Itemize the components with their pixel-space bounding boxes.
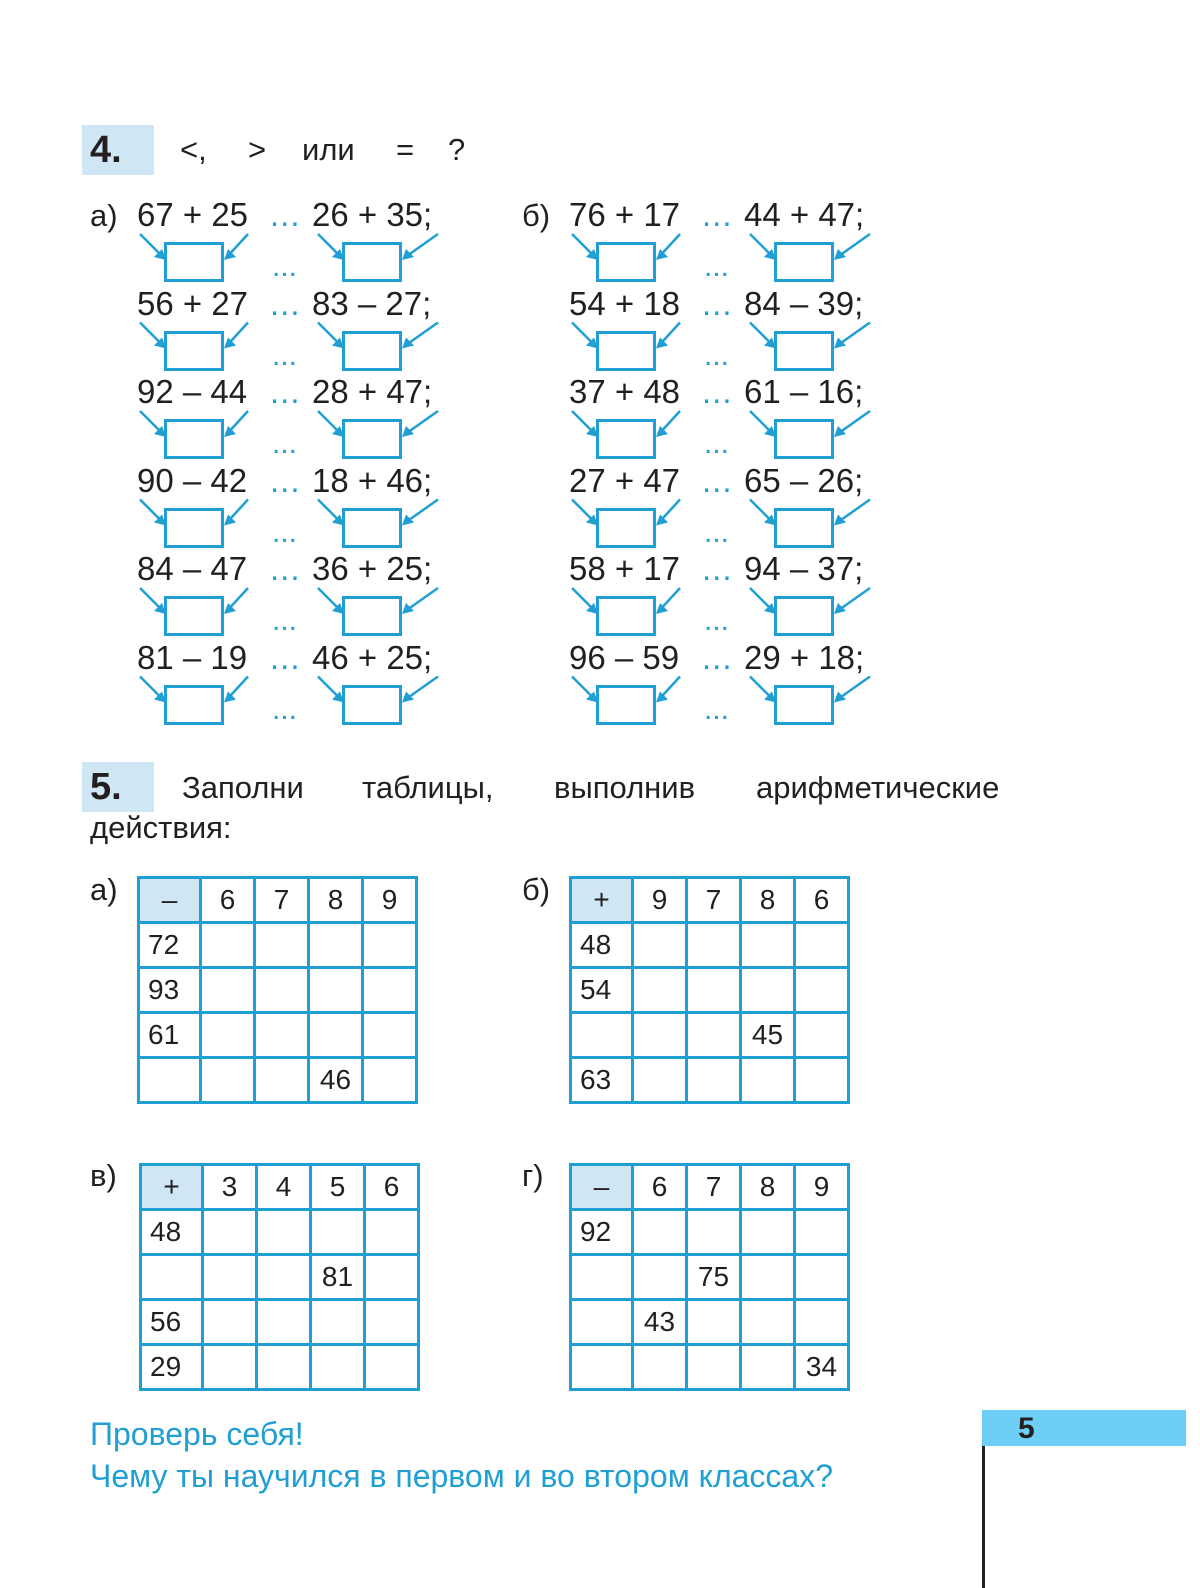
task-5-instruction-line2: действия:	[90, 810, 232, 845]
expression-left: 92 – 44	[137, 373, 248, 410]
column-header-cell: 7	[687, 1165, 741, 1210]
answer-compare-ellipsis: ...	[272, 692, 298, 726]
expression-left: 56 + 27	[137, 284, 249, 322]
compare-ellipsis: ...	[270, 196, 301, 233]
answer-box-left[interactable]	[596, 596, 656, 636]
arrow-line	[226, 411, 248, 435]
arrow-line	[140, 234, 164, 258]
arrow-head	[656, 426, 668, 437]
arrow-line	[658, 234, 680, 258]
expression-left: 76 + 17	[569, 196, 681, 233]
arrow-line	[572, 411, 596, 435]
table-row	[571, 1210, 849, 1255]
answer-box-right[interactable]	[342, 331, 402, 371]
page-number: 5	[1018, 1412, 1035, 1445]
column-header-cell: 9	[633, 878, 687, 923]
answer-cell[interactable]	[365, 1300, 419, 1345]
arrow-line	[572, 234, 596, 258]
table-label: б)	[522, 872, 551, 907]
answer-cell[interactable]	[741, 1210, 795, 1255]
expression-left: 84 – 47	[137, 550, 248, 587]
row-header-cell[interactable]	[571, 1300, 633, 1345]
answer-cell[interactable]	[203, 1255, 257, 1300]
column-header-cell: 4	[257, 1165, 311, 1210]
row-header-cell: 54	[571, 968, 633, 1013]
arrow-line	[750, 323, 774, 347]
given-value-cell: 34	[795, 1345, 849, 1390]
table-row	[571, 923, 849, 968]
column-header-cell: 7	[687, 878, 741, 923]
arrow-line	[836, 677, 870, 701]
answer-cell[interactable]	[311, 1210, 365, 1255]
arrow-head	[656, 338, 668, 349]
answer-cell[interactable]	[309, 923, 363, 968]
table-row	[571, 1300, 849, 1345]
arrow-line	[836, 411, 870, 435]
table-row	[141, 1300, 419, 1345]
answer-box-left[interactable]	[164, 685, 224, 725]
answer-box-left[interactable]	[164, 419, 224, 459]
table-header-row	[571, 878, 849, 923]
arrow-line	[572, 677, 596, 701]
answer-compare-ellipsis: ...	[704, 604, 730, 637]
instruction-word-3: выполнив	[554, 770, 696, 805]
answer-cell[interactable]	[633, 1058, 687, 1103]
answer-cell[interactable]	[687, 1058, 741, 1103]
answer-box-left[interactable]	[164, 508, 224, 548]
arrow-line	[318, 588, 342, 612]
answer-box-left[interactable]	[164, 242, 224, 282]
arrow-head	[656, 692, 668, 703]
answer-box-right[interactable]	[342, 596, 402, 636]
expression-right: 44 + 47;	[744, 196, 865, 233]
compare-ellipsis: ...	[702, 638, 733, 676]
expression-left: 37 + 48	[569, 373, 681, 410]
answer-cell[interactable]	[363, 968, 417, 1013]
operation-cell: +	[141, 1165, 203, 1210]
arithmetic-table	[569, 1163, 850, 1391]
arrow-line	[572, 588, 596, 612]
column-header-cell: 6	[633, 1165, 687, 1210]
compare-ellipsis: ...	[702, 284, 733, 322]
answer-box-right[interactable]	[774, 596, 834, 636]
compare-ellipsis: ...	[270, 373, 301, 410]
arrow-head	[834, 338, 846, 349]
answer-compare-ellipsis: ...	[272, 604, 298, 637]
footer-check-yourself: Проверь себя!	[90, 1416, 304, 1452]
answer-cell[interactable]	[257, 1345, 311, 1390]
answer-cell[interactable]	[687, 1210, 741, 1255]
expression-left: 27 + 47	[569, 461, 681, 499]
arrow-head	[656, 515, 668, 526]
answer-cell[interactable]	[687, 968, 741, 1013]
answer-cell[interactable]	[311, 1345, 365, 1390]
arrow-head	[224, 603, 236, 614]
arrow-line	[140, 323, 164, 347]
answer-box-right[interactable]	[774, 242, 834, 282]
arrow-line	[404, 588, 438, 612]
answer-box-right[interactable]	[342, 508, 402, 548]
arrow-line	[572, 500, 596, 524]
row-header-cell[interactable]	[571, 1013, 633, 1058]
arrow-head	[224, 692, 236, 703]
expression-left: 58 + 17	[569, 550, 681, 587]
answer-compare-ellipsis: ...	[272, 515, 298, 549]
table-row	[571, 1255, 849, 1300]
page-number-tab	[982, 1410, 1186, 1446]
arithmetic-table	[137, 876, 418, 1104]
answer-compare-ellipsis: ...	[704, 692, 730, 726]
given-value-cell: 46	[309, 1058, 363, 1103]
answer-compare-ellipsis: ...	[272, 427, 298, 460]
answer-box-left[interactable]	[596, 331, 656, 371]
arrow-line	[140, 677, 164, 701]
answer-box-left[interactable]	[164, 596, 224, 636]
table-label: а)	[90, 872, 118, 907]
arrow-head	[224, 515, 236, 526]
expression-left: 54 + 18	[569, 284, 681, 322]
task-4-prompt	[0, 132, 600, 172]
expression-right: 46 + 25;	[312, 638, 433, 676]
answer-cell[interactable]	[687, 1013, 741, 1058]
table-row	[139, 1058, 417, 1103]
arrow-line	[658, 677, 680, 701]
answer-cell[interactable]	[795, 1058, 849, 1103]
table-label: г)	[522, 1158, 544, 1193]
answer-cell[interactable]	[365, 1255, 419, 1300]
row-header-cell: 48	[571, 923, 633, 968]
answer-cell[interactable]	[309, 1013, 363, 1058]
answer-box-right[interactable]	[342, 419, 402, 459]
answer-cell[interactable]	[201, 968, 255, 1013]
arrow-head	[656, 249, 668, 260]
arrow-line	[404, 677, 438, 701]
compare-ellipsis: ...	[702, 550, 733, 587]
expression-right: 29 + 18;	[744, 638, 865, 676]
table-row	[571, 1058, 849, 1103]
arrow-line	[658, 500, 680, 524]
arrow-head	[402, 426, 414, 437]
arrow-line	[226, 588, 248, 612]
column-header-cell: 8	[309, 878, 363, 923]
row-header-cell[interactable]	[139, 1058, 201, 1103]
arrow-head	[402, 249, 414, 260]
arrow-line	[404, 234, 438, 258]
compare-ellipsis: ...	[270, 550, 301, 587]
row-header-cell: 56	[141, 1300, 203, 1345]
compare-ellipsis: ...	[270, 284, 301, 322]
compare-ellipsis: ...	[702, 373, 733, 410]
answer-cell[interactable]	[365, 1210, 419, 1255]
expression-right: 84 – 39;	[744, 284, 864, 322]
answer-cell[interactable]	[795, 1013, 849, 1058]
answer-cell[interactable]	[255, 968, 309, 1013]
answer-cell[interactable]	[203, 1345, 257, 1390]
expression-right: 65 – 26;	[744, 461, 864, 499]
row-header-cell: 92	[571, 1210, 633, 1255]
arrow-line	[140, 411, 164, 435]
answer-cell[interactable]	[795, 1300, 849, 1345]
answer-cell[interactable]	[363, 923, 417, 968]
prompt-less-than: <,	[180, 132, 207, 167]
answer-cell[interactable]	[309, 968, 363, 1013]
answer-box-left[interactable]	[596, 508, 656, 548]
expression-right: 83 – 27;	[312, 284, 432, 322]
column-header-cell: 6	[795, 878, 849, 923]
expression-left: 96 – 59	[569, 638, 680, 676]
arrow-line	[404, 411, 438, 435]
arrow-line	[658, 588, 680, 612]
table-row	[571, 1345, 849, 1390]
answer-cell[interactable]	[633, 1013, 687, 1058]
answer-cell[interactable]	[795, 968, 849, 1013]
column-header-cell: 8	[741, 1165, 795, 1210]
prompt-question: ?	[448, 132, 466, 167]
expression-right: 61 – 16;	[744, 373, 864, 410]
arithmetic-table	[139, 1163, 420, 1391]
answer-cell[interactable]	[363, 1013, 417, 1058]
operation-cell: –	[139, 878, 201, 923]
column-header-cell: 6	[201, 878, 255, 923]
column-header-cell: 3	[203, 1165, 257, 1210]
answer-cell[interactable]	[741, 1058, 795, 1103]
arrow-line	[226, 677, 248, 701]
expression-right: 36 + 25;	[312, 550, 433, 587]
answer-cell[interactable]	[687, 1345, 741, 1390]
operation-cell: +	[571, 878, 633, 923]
answer-cell[interactable]	[363, 1058, 417, 1103]
answer-box-right[interactable]	[342, 242, 402, 282]
answer-box-left[interactable]	[596, 419, 656, 459]
footer-question: Чему ты научился в первом и во втором классах?	[90, 1458, 833, 1494]
arrow-head	[402, 692, 414, 703]
table-header-row	[139, 878, 417, 923]
task-5-number: 5.	[82, 762, 154, 812]
compare-ellipsis: ...	[270, 461, 301, 499]
answer-box-right[interactable]	[342, 685, 402, 725]
answer-compare-ellipsis: ...	[272, 250, 298, 283]
answer-box-left[interactable]	[164, 331, 224, 371]
answer-cell[interactable]	[201, 923, 255, 968]
arrow-line	[404, 500, 438, 524]
row-header-cell: 63	[571, 1058, 633, 1103]
arrow-head	[834, 426, 846, 437]
column-header-cell: 9	[795, 1165, 849, 1210]
arrow-line	[750, 588, 774, 612]
given-value-cell: 45	[741, 1013, 795, 1058]
arrow-line	[836, 234, 870, 258]
expression-left: 90 – 42	[137, 461, 248, 499]
answer-cell[interactable]	[795, 1210, 849, 1255]
arrow-line	[836, 500, 870, 524]
arrow-line	[226, 323, 248, 347]
row-header-cell: 29	[141, 1345, 203, 1390]
compare-ellipsis: ...	[270, 638, 301, 676]
arrow-head	[834, 515, 846, 526]
table-row	[139, 1013, 417, 1058]
arrow-head	[834, 603, 846, 614]
answer-cell[interactable]	[741, 968, 795, 1013]
given-value-cell: 75	[687, 1255, 741, 1300]
expression-right: 18 + 46;	[312, 461, 433, 499]
row-header-cell: 61	[139, 1013, 201, 1058]
compare-ellipsis: ...	[702, 461, 733, 499]
prompt-greater-than: >	[248, 132, 267, 167]
task-4-column-label: а)	[90, 198, 118, 233]
prompt-or: или	[302, 132, 355, 167]
answer-cell[interactable]	[255, 1013, 309, 1058]
row-header-cell: 72	[139, 923, 201, 968]
arrow-head	[224, 249, 236, 260]
task-4-column-label: б)	[522, 198, 551, 233]
answer-box-right[interactable]	[774, 331, 834, 371]
answer-box-right[interactable]	[774, 419, 834, 459]
answer-compare-ellipsis: ...	[704, 338, 730, 372]
arrow-line	[318, 500, 342, 524]
arrow-line	[750, 677, 774, 701]
column-header-cell: 9	[363, 878, 417, 923]
arrow-line	[750, 411, 774, 435]
row-header-cell: 93	[139, 968, 201, 1013]
answer-cell[interactable]	[201, 1058, 255, 1103]
answer-cell[interactable]	[795, 1255, 849, 1300]
row-header-cell[interactable]	[571, 1345, 633, 1390]
table-label: в)	[90, 1158, 117, 1193]
answer-cell[interactable]	[257, 1210, 311, 1255]
expression-right: 94 – 37;	[744, 550, 864, 587]
answer-cell[interactable]	[741, 1255, 795, 1300]
answer-cell[interactable]	[203, 1300, 257, 1345]
arrow-line	[658, 323, 680, 347]
arrow-line	[658, 411, 680, 435]
answer-box-left[interactable]	[596, 685, 656, 725]
column-header-cell: 7	[255, 878, 309, 923]
answer-cell[interactable]	[255, 923, 309, 968]
answer-cell[interactable]	[687, 923, 741, 968]
table-header-row	[141, 1165, 419, 1210]
arrow-line	[404, 323, 438, 347]
arrow-line	[750, 500, 774, 524]
prompt-equals: =	[396, 132, 415, 167]
instruction-word-2: таблицы,	[362, 770, 494, 805]
table-row	[141, 1345, 419, 1390]
answer-compare-ellipsis: ...	[704, 427, 730, 460]
row-header-cell: 48	[141, 1210, 203, 1255]
arrow-line	[226, 500, 248, 524]
column-header-cell: 5	[311, 1165, 365, 1210]
answer-cell[interactable]	[365, 1345, 419, 1390]
arrow-head	[834, 692, 846, 703]
task-5-instruction	[0, 770, 1100, 810]
task-4-number: 4.	[82, 125, 154, 175]
answer-box-left[interactable]	[596, 242, 656, 282]
arrow-head	[402, 338, 414, 349]
answer-cell[interactable]	[633, 968, 687, 1013]
arrow-head	[224, 426, 236, 437]
arrow-line	[140, 500, 164, 524]
table-header-row	[571, 1165, 849, 1210]
compare-ellipsis: ...	[702, 196, 733, 233]
arrow-line	[318, 234, 342, 258]
answer-cell[interactable]	[311, 1300, 365, 1345]
answer-cell[interactable]	[687, 1300, 741, 1345]
instruction-word-1: Заполни	[182, 770, 304, 805]
arrow-line	[318, 677, 342, 701]
answer-cell[interactable]	[257, 1255, 311, 1300]
table-row	[139, 968, 417, 1013]
column-header-cell: 8	[741, 878, 795, 923]
table-row	[141, 1210, 419, 1255]
arithmetic-table	[569, 876, 850, 1104]
answer-cell[interactable]	[741, 1300, 795, 1345]
given-value-cell: 81	[311, 1255, 365, 1300]
table-row	[141, 1255, 419, 1300]
expression-left: 67 + 25	[137, 196, 249, 233]
arrow-line	[318, 411, 342, 435]
column-header-cell: 6	[365, 1165, 419, 1210]
answer-box-right[interactable]	[774, 685, 834, 725]
row-header-cell[interactable]	[571, 1255, 633, 1300]
expression-right: 28 + 47;	[312, 373, 433, 410]
arrow-line	[750, 234, 774, 258]
answer-cell[interactable]	[741, 923, 795, 968]
arrow-head	[834, 249, 846, 260]
answer-cell[interactable]	[633, 1210, 687, 1255]
answer-compare-ellipsis: ...	[704, 250, 730, 283]
arrow-head	[656, 603, 668, 614]
answer-compare-ellipsis: ...	[272, 338, 298, 372]
arrow-line	[140, 588, 164, 612]
arrow-line	[318, 323, 342, 347]
answer-cell[interactable]	[633, 1345, 687, 1390]
answer-cell[interactable]	[741, 1345, 795, 1390]
arrow-head	[402, 603, 414, 614]
answer-cell[interactable]	[795, 923, 849, 968]
answer-compare-ellipsis: ...	[704, 515, 730, 549]
table-row	[139, 923, 417, 968]
answer-cell[interactable]	[203, 1210, 257, 1255]
page-edge-line	[982, 1446, 985, 1588]
answer-box-right[interactable]	[774, 508, 834, 548]
table-row	[571, 968, 849, 1013]
arrow-line	[836, 588, 870, 612]
arrow-head	[224, 338, 236, 349]
arrow-head	[402, 515, 414, 526]
operation-cell: –	[571, 1165, 633, 1210]
answer-cell[interactable]	[633, 1255, 687, 1300]
expression-left: 81 – 19	[137, 638, 248, 676]
arrow-line	[572, 323, 596, 347]
expression-right: 26 + 35;	[312, 196, 433, 233]
answer-cell[interactable]	[255, 1058, 309, 1103]
arrow-line	[836, 323, 870, 347]
row-header-cell[interactable]	[141, 1255, 203, 1300]
answer-cell[interactable]	[257, 1300, 311, 1345]
table-row	[571, 1013, 849, 1058]
instruction-word-4: арифметические	[756, 770, 1000, 805]
answer-cell[interactable]	[201, 1013, 255, 1058]
given-value-cell: 43	[633, 1300, 687, 1345]
answer-cell[interactable]	[633, 923, 687, 968]
arrow-line	[226, 234, 248, 258]
